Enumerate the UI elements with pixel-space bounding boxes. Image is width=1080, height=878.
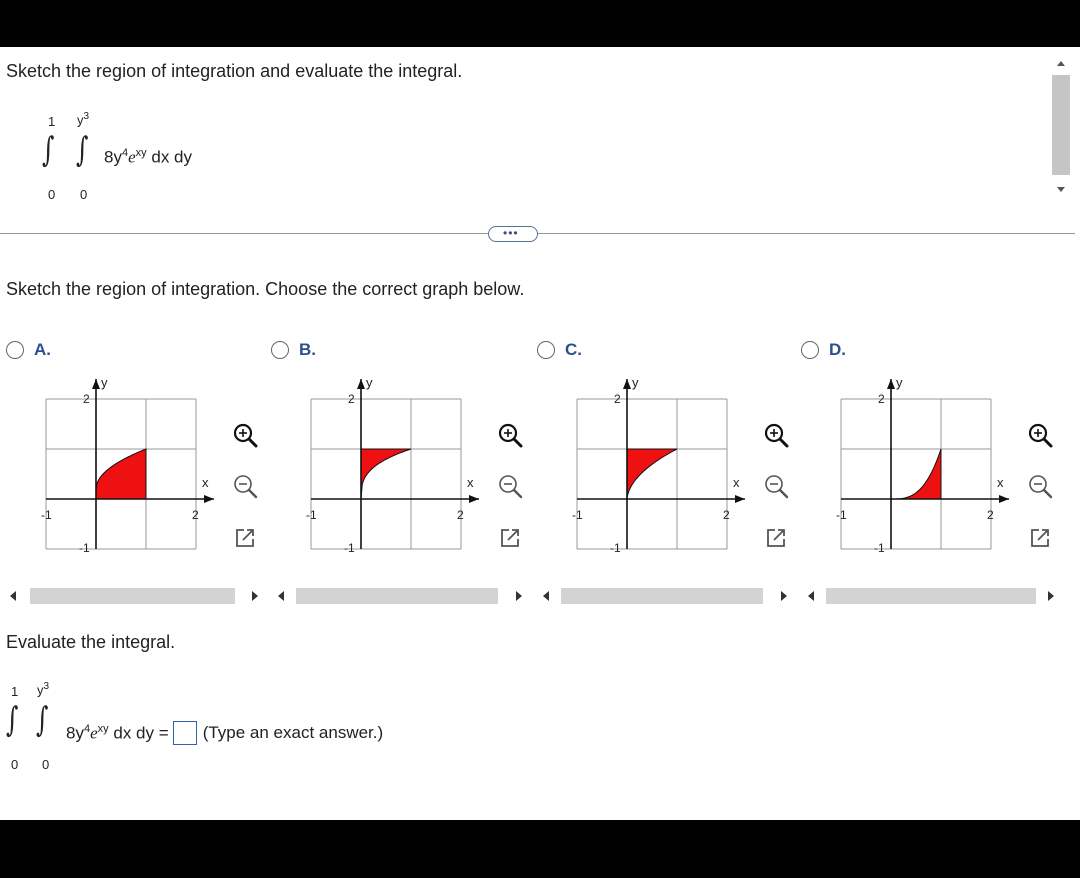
inner-lower-limit: 0 bbox=[80, 187, 88, 202]
scroll-right-icon[interactable] bbox=[1048, 591, 1054, 601]
choice-a-radio[interactable] bbox=[6, 341, 24, 359]
open-new-window-icon[interactable] bbox=[762, 524, 792, 554]
open-new-window-icon[interactable] bbox=[231, 524, 261, 554]
integrand-equals: $8y^4e^{xy}$ dx dy = (Type an exact answer.) bbox=[66, 721, 383, 745]
part2-prompt: Evaluate the integral. bbox=[6, 632, 176, 652]
choice-b-graph bbox=[299, 369, 489, 559]
zoom-out-icon[interactable] bbox=[762, 472, 792, 502]
x-axis-label: x bbox=[997, 475, 1004, 490]
choice-a-label: A. bbox=[34, 340, 51, 359]
zoom-in-icon[interactable] bbox=[231, 421, 261, 451]
y-top-tick-label: 2 bbox=[614, 392, 621, 406]
zoom-out-icon[interactable] bbox=[1026, 472, 1056, 502]
scrollbar-c[interactable] bbox=[543, 588, 796, 604]
choice-c-radio[interactable] bbox=[537, 341, 555, 359]
scroll-track[interactable] bbox=[561, 588, 763, 604]
scrollbar-d[interactable] bbox=[808, 588, 1062, 604]
y-bottom-tick-label: -1 bbox=[874, 541, 885, 555]
integrand: $8y^4e^{xy}$ dx dy bbox=[104, 147, 193, 167]
scroll-left-icon[interactable] bbox=[10, 591, 16, 601]
y-axis-label: y bbox=[366, 375, 373, 390]
x-right-tick-label: 2 bbox=[192, 508, 199, 522]
x-right-tick-label: 2 bbox=[723, 508, 730, 522]
inner-upper-limit: $y^3$ bbox=[77, 111, 90, 128]
question-panel bbox=[0, 47, 1080, 820]
choice-d-radio[interactable] bbox=[801, 341, 819, 359]
open-new-window-icon[interactable] bbox=[496, 524, 526, 554]
x-axis-label: x bbox=[733, 475, 740, 490]
outer-integral-sign: ∫ bbox=[42, 130, 55, 170]
inner-upper-limit: $y^3$ bbox=[37, 681, 50, 698]
scroll-left-icon[interactable] bbox=[808, 591, 814, 601]
vertical-scroll-thumb[interactable] bbox=[1052, 75, 1070, 175]
scroll-right-icon[interactable] bbox=[781, 591, 787, 601]
y-bottom-tick-label: -1 bbox=[79, 541, 90, 555]
choice-d-label: D. bbox=[829, 340, 846, 359]
integration-region bbox=[361, 449, 411, 499]
outer-upper-limit: 1 bbox=[11, 684, 19, 699]
zoom-out-icon[interactable] bbox=[231, 472, 261, 502]
scroll-track[interactable] bbox=[30, 588, 235, 604]
x-left-tick-label: -1 bbox=[41, 508, 52, 522]
scroll-right-icon[interactable] bbox=[252, 591, 258, 601]
scrollbar-b[interactable] bbox=[278, 588, 528, 604]
x-axis-label: x bbox=[202, 475, 209, 490]
choice-c-label: C. bbox=[565, 340, 582, 359]
scrollbar-a[interactable] bbox=[10, 588, 268, 604]
y-top-tick-label: 2 bbox=[83, 392, 90, 406]
answer-input[interactable] bbox=[173, 721, 197, 745]
scroll-left-icon[interactable] bbox=[278, 591, 284, 601]
answer-hint: (Type an exact answer.) bbox=[202, 723, 384, 742]
outer-lower-limit: 0 bbox=[48, 187, 56, 202]
x-axis-label: x bbox=[467, 475, 474, 490]
question-prompt: Sketch the region of integration and evaluate the integral. bbox=[6, 61, 463, 81]
x-left-tick-label: -1 bbox=[836, 508, 847, 522]
integration-region bbox=[96, 449, 146, 499]
x-left-tick-label: -1 bbox=[306, 508, 317, 522]
choice-a-graph bbox=[34, 369, 224, 559]
y-top-tick-label: 2 bbox=[348, 392, 355, 406]
scroll-left-icon[interactable] bbox=[543, 591, 549, 601]
vertical-scrollbar[interactable] bbox=[1050, 57, 1072, 197]
y-axis-label: y bbox=[101, 375, 108, 390]
choice-d-graph bbox=[829, 369, 1019, 559]
x-left-tick-label: -1 bbox=[572, 508, 583, 522]
inner-integral-sign: ∫ bbox=[76, 130, 89, 170]
zoom-out-icon[interactable] bbox=[496, 472, 526, 502]
choice-b-radio[interactable] bbox=[271, 341, 289, 359]
question-integral bbox=[40, 107, 260, 207]
outer-upper-limit: 1 bbox=[48, 114, 56, 129]
y-axis-label: y bbox=[632, 375, 639, 390]
integration-region bbox=[627, 449, 677, 499]
inner-integral-sign: ∫ bbox=[36, 700, 49, 740]
zoom-in-icon[interactable] bbox=[762, 421, 792, 451]
scroll-track[interactable] bbox=[296, 588, 498, 604]
y-bottom-tick-label: -1 bbox=[344, 541, 355, 555]
answer-integral bbox=[0, 677, 600, 777]
inner-lower-limit: 0 bbox=[42, 757, 50, 772]
x-right-tick-label: 2 bbox=[457, 508, 464, 522]
part1-prompt: Sketch the region of integration. Choose the correct graph below. bbox=[6, 279, 525, 299]
scroll-track[interactable] bbox=[826, 588, 1036, 604]
y-top-tick-label: 2 bbox=[878, 392, 885, 406]
x-right-tick-label: 2 bbox=[987, 508, 994, 522]
open-new-window-icon[interactable] bbox=[1026, 524, 1056, 554]
choice-b-label: B. bbox=[299, 340, 316, 359]
integration-region bbox=[891, 449, 941, 499]
outer-integral-sign: ∫ bbox=[6, 700, 19, 740]
zoom-in-icon[interactable] bbox=[1026, 421, 1056, 451]
scroll-right-icon[interactable] bbox=[516, 591, 522, 601]
expand-ellipsis-button[interactable]: ••• bbox=[488, 226, 538, 242]
choice-c-graph bbox=[565, 369, 755, 559]
y-axis-label: y bbox=[896, 375, 903, 390]
y-bottom-tick-label: -1 bbox=[610, 541, 621, 555]
zoom-in-icon[interactable] bbox=[496, 421, 526, 451]
outer-lower-limit: 0 bbox=[11, 757, 19, 772]
